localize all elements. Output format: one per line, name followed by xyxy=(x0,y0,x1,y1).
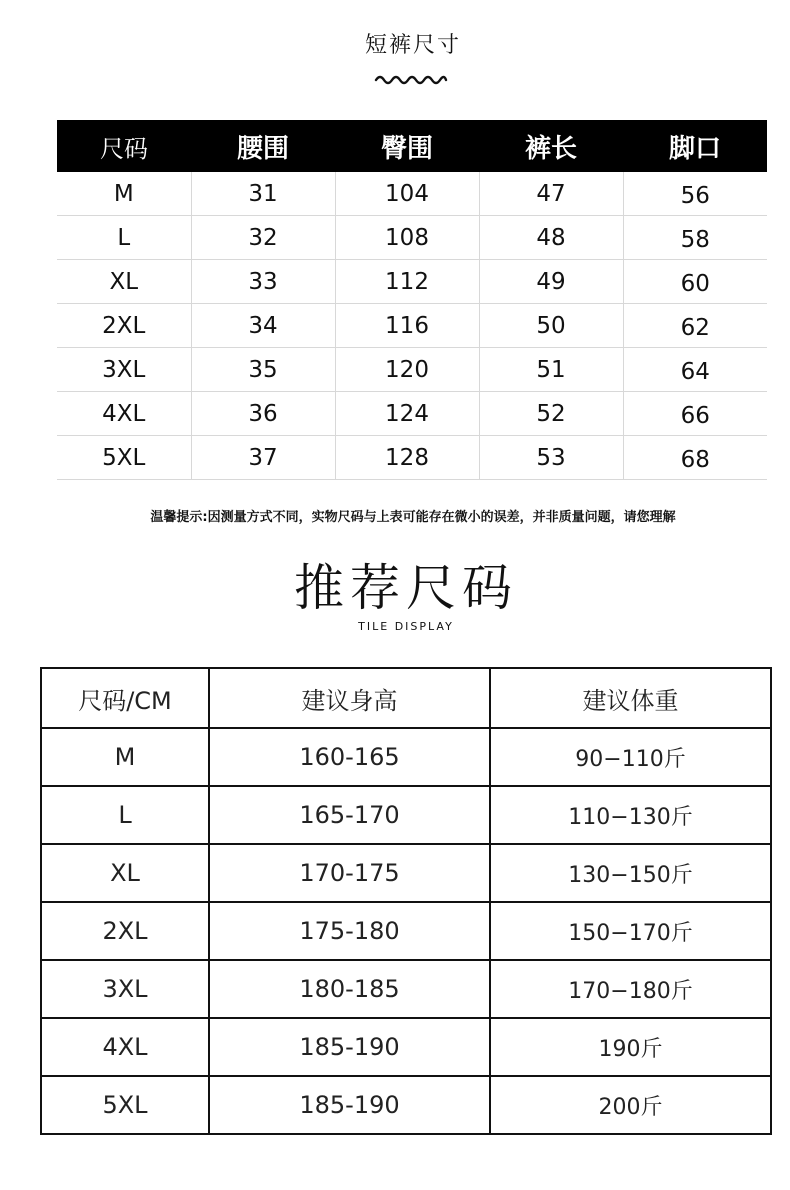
table-row xyxy=(41,844,771,902)
table-row xyxy=(57,436,767,480)
size-cell: M xyxy=(57,172,191,216)
length-cell: 53 xyxy=(479,436,623,480)
height-cell: 170-175 xyxy=(209,844,490,902)
table-row xyxy=(41,960,771,1018)
header-size: 尺码 xyxy=(57,120,191,172)
hip-cell: 128 xyxy=(335,436,479,480)
hip-cell: 112 xyxy=(335,260,479,304)
recommend-size-title: 推荐尺码 xyxy=(294,559,518,617)
hip-cell: 108 xyxy=(335,216,479,260)
recommend-size-subtitle: TILE DISPLAY xyxy=(358,620,454,633)
header-hip: 臀围 xyxy=(335,120,479,172)
weight-cell: 90−110斤 xyxy=(490,728,771,786)
weight-cell: 170−180斤 xyxy=(490,960,771,1018)
header-hem: 脚口 xyxy=(623,120,767,172)
waist-cell: 35 xyxy=(191,348,335,392)
header-weight: 建议体重 xyxy=(490,668,771,728)
hip-cell: 116 xyxy=(335,304,479,348)
size-cell: 2XL xyxy=(41,902,209,960)
waist-cell: 32 xyxy=(191,216,335,260)
shorts-size-title: 短裤尺寸 xyxy=(364,33,461,58)
weight-cell: 130−150斤 xyxy=(490,844,771,902)
hem-cell: 62 xyxy=(623,304,767,348)
header-size-cm: 尺码/CM xyxy=(41,668,209,728)
hip-cell: 120 xyxy=(335,348,479,392)
hem-cell: 66 xyxy=(623,392,767,436)
table-row xyxy=(41,1018,771,1076)
header-waist: 腰围 xyxy=(191,120,335,172)
table-row xyxy=(41,902,771,960)
size-cell: 5XL xyxy=(57,436,191,480)
table-row xyxy=(41,786,771,844)
weight-cell: 150−170斤 xyxy=(490,902,771,960)
length-cell: 49 xyxy=(479,260,623,304)
size-cell: L xyxy=(41,786,209,844)
table-row xyxy=(41,1076,771,1134)
length-cell: 47 xyxy=(479,172,623,216)
table-row xyxy=(57,172,767,216)
table-header-row xyxy=(41,668,771,728)
recommend-size-table xyxy=(40,667,772,1135)
height-cell: 160-165 xyxy=(209,728,490,786)
hem-cell: 60 xyxy=(623,260,767,304)
table-row xyxy=(57,260,767,304)
waist-cell: 34 xyxy=(191,304,335,348)
table-row xyxy=(57,216,767,260)
length-cell: 52 xyxy=(479,392,623,436)
waist-cell: 33 xyxy=(191,260,335,304)
waist-cell: 36 xyxy=(191,392,335,436)
table-row xyxy=(57,304,767,348)
table-row xyxy=(57,392,767,436)
size-cell: 4XL xyxy=(41,1018,209,1076)
height-cell: 180-185 xyxy=(209,960,490,1018)
header-height: 建议身高 xyxy=(209,668,490,728)
hem-cell: 64 xyxy=(623,348,767,392)
weight-cell: 200斤 xyxy=(490,1076,771,1134)
height-cell: 185-190 xyxy=(209,1018,490,1076)
height-cell: 185-190 xyxy=(209,1076,490,1134)
table-row xyxy=(57,348,767,392)
size-cell: XL xyxy=(57,260,191,304)
hem-cell: 58 xyxy=(623,216,767,260)
height-cell: 165-170 xyxy=(209,786,490,844)
size-cell: L xyxy=(57,216,191,260)
waist-cell: 37 xyxy=(191,436,335,480)
hip-cell: 124 xyxy=(335,392,479,436)
size-cell: 3XL xyxy=(41,960,209,1018)
size-cell: XL xyxy=(41,844,209,902)
length-cell: 50 xyxy=(479,304,623,348)
shorts-size-table xyxy=(57,120,767,480)
hem-cell: 56 xyxy=(623,172,767,216)
table-row xyxy=(41,728,771,786)
weight-cell: 110−130斤 xyxy=(490,786,771,844)
hip-cell: 104 xyxy=(335,172,479,216)
length-cell: 48 xyxy=(479,216,623,260)
table-header-row xyxy=(57,120,767,172)
waist-cell: 31 xyxy=(191,172,335,216)
weight-cell: 190斤 xyxy=(490,1018,771,1076)
size-cell: 2XL xyxy=(57,304,191,348)
size-cell: 5XL xyxy=(41,1076,209,1134)
header-length: 裤长 xyxy=(479,120,623,172)
length-cell: 51 xyxy=(479,348,623,392)
size-cell: 4XL xyxy=(57,392,191,436)
measurement-note: 温馨提示:因测量方式不同，实物尺码与上表可能存在微小的误差，并非质量问题，请您理解 xyxy=(150,510,676,525)
size-cell: 3XL xyxy=(57,348,191,392)
wave-divider-icon xyxy=(374,72,448,86)
size-cell: M xyxy=(41,728,209,786)
height-cell: 175-180 xyxy=(209,902,490,960)
hem-cell: 68 xyxy=(623,436,767,480)
